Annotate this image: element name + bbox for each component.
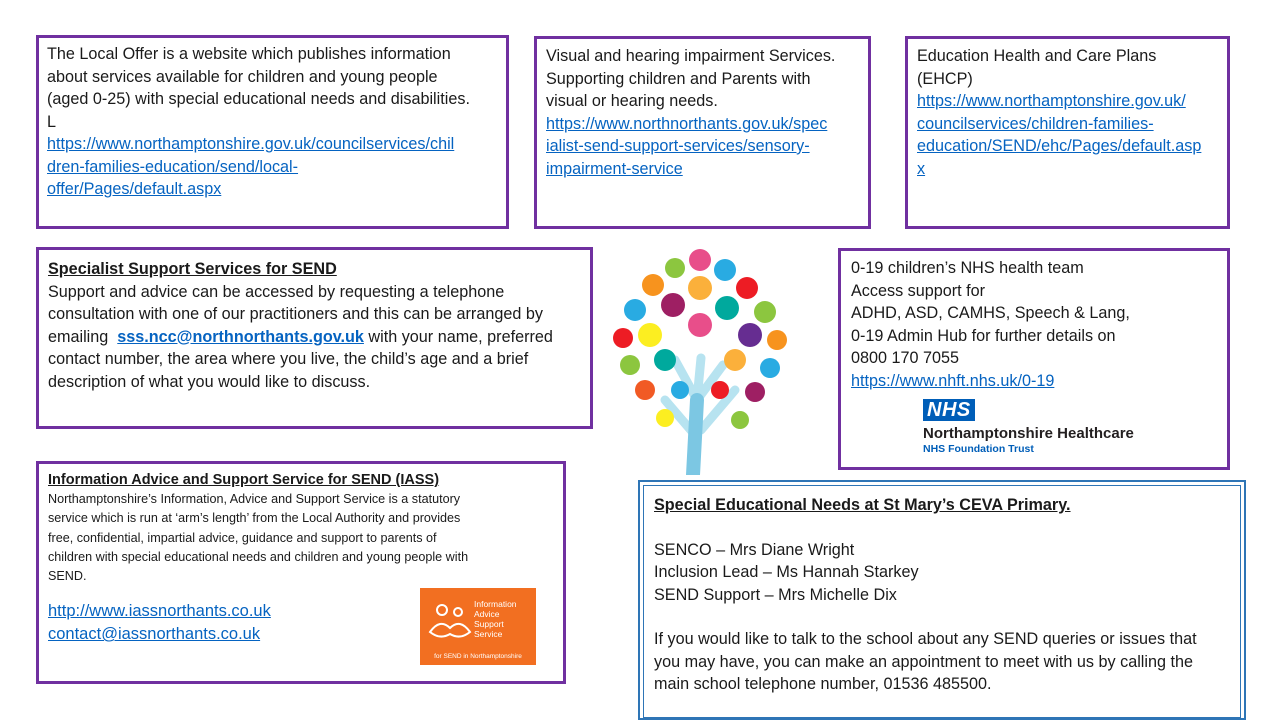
local-offer-text-1: The Local Offer is a website which publishes information xyxy=(47,45,451,63)
ehcp-text-1: Education Health and Care Plans xyxy=(917,47,1157,65)
iass-text-5: SEND. xyxy=(48,569,87,584)
local-offer-text-2: about services available for children and young people xyxy=(47,67,438,86)
nhs-logo-name: Northamptonshire Healthcare xyxy=(923,424,1134,442)
specialist-text-1: Support and advice can be accessed by requesting a telephone xyxy=(48,282,505,301)
school-inclusion-lead: Inclusion Lead – Ms Hannah Starkey xyxy=(654,563,919,581)
sensory-impairment-box xyxy=(534,36,871,229)
specialist-text-5: description of what you would like to discuss. xyxy=(48,372,371,391)
local-offer-link-2[interactable]: dren-families-education/send/local- xyxy=(47,157,299,176)
iass-text-3: free, confidential, impartial advice, guidance and support to parents of xyxy=(48,530,437,545)
specialist-email-link[interactable]: sss.ncc@northnorthants.gov.uk xyxy=(117,327,364,346)
specialist-text-3-prefix: emailing xyxy=(48,327,118,346)
nhs-logo-trust: NHS Foundation Trust xyxy=(923,442,1034,455)
iass-text-2: service which is run at ‘arm’s length’ from the Local Authority and provides xyxy=(48,511,461,526)
local-offer-box xyxy=(36,35,509,229)
iass-logo-line-1: Information xyxy=(474,599,517,609)
nhs-text-4: 0-19 Admin Hub for further details on xyxy=(851,326,1116,345)
iass-box xyxy=(36,461,566,684)
school-senco: SENCO – Mrs Diane Wright xyxy=(654,540,855,559)
ehcp-link-3[interactable]: education/SEND/ehc/Pages/default.asp xyxy=(917,137,1202,155)
specialist-heading: Specialist Support Services for SEND xyxy=(48,260,337,278)
sensory-text-1: Visual and hearing impairment Services. xyxy=(546,47,836,65)
sensory-link-1[interactable]: https://www.northnorthants.gov.uk/spec xyxy=(546,114,828,133)
specialist-text-3-suffix: with your name, preferred xyxy=(363,327,553,346)
school-sen-box xyxy=(638,480,1246,720)
local-offer-text-4: L xyxy=(47,112,57,131)
iass-email-link[interactable]: contact@iassnorthants.co.uk xyxy=(48,624,261,643)
ehcp-link-1[interactable]: https://www.northamptonshire.gov.uk/ xyxy=(917,92,1186,110)
ehcp-text-2: (EHCP) xyxy=(917,69,973,88)
specialist-text-2: consultation with one of our practitioners and this can be arranged by xyxy=(48,305,543,323)
ehcp-link-2[interactable]: councilservices/children-families- xyxy=(917,114,1154,133)
iass-heading: Information Advice and Support Service for SEND (IASS) xyxy=(48,472,440,488)
nhs-phone: 0800 170 7055 xyxy=(851,349,960,367)
ehcp-box xyxy=(905,36,1230,229)
nhs-text-2: Access support for xyxy=(851,281,986,300)
iass-text-4: children with special educational needs and children and young people with xyxy=(48,549,469,564)
handprint-tree-image xyxy=(605,240,795,475)
local-offer-link-3[interactable]: offer/Pages/default.aspx xyxy=(47,180,222,198)
iass-logo xyxy=(420,588,536,665)
nhs-text-3: ADHD, ASD, CAMHS, Speech & Lang, xyxy=(851,304,1130,322)
iass-people-icon xyxy=(428,602,472,642)
iass-logo-line-4: Service xyxy=(474,629,503,639)
school-message-3: main school telephone number, 01536 485500. xyxy=(654,675,992,693)
sensory-text-3: visual or hearing needs. xyxy=(546,92,718,110)
school-message-2: you may have, you can make an appointment to meet with us by calling the xyxy=(654,652,1193,671)
specialist-text-4: contact number, the area where you live, the child’s age and a brief xyxy=(48,350,529,368)
iass-website-link[interactable]: http://www.iassnorthants.co.uk xyxy=(48,602,271,621)
iass-text-1: Northamptonshire’s Information, Advice and Support Service is a statutory xyxy=(48,492,461,506)
nhs-logo xyxy=(923,399,1134,456)
iass-logo-line-2: Advice xyxy=(474,609,500,619)
nhs-link[interactable]: https://www.nhft.nhs.uk/0-19 xyxy=(851,371,1055,390)
nhs-health-team-box xyxy=(838,248,1230,470)
local-offer-link-1[interactable]: https://www.northamptonshire.gov.uk/councilservices/chil xyxy=(47,135,455,153)
school-send-support: SEND Support – Mrs Michelle Dix xyxy=(654,585,897,604)
local-offer-text-3: (aged 0-25) with special educational needs and disabilities. xyxy=(47,90,470,108)
iass-logo-bottom: for SEND in Northamptonshire xyxy=(434,653,522,660)
sensory-link-2[interactable]: ialist-send-support-services/sensory- xyxy=(546,137,810,155)
nhs-text-1: 0-19 children’s NHS health team xyxy=(851,259,1084,277)
ehcp-link-4[interactable]: x xyxy=(917,159,926,178)
tree-trunk xyxy=(665,358,735,475)
sensory-link-3[interactable]: impairment-service xyxy=(546,159,683,178)
iass-logo-line-3: Support xyxy=(474,619,504,629)
specialist-text-3 xyxy=(48,326,581,349)
specialist-support-box xyxy=(36,247,593,429)
school-message-1: If you would like to talk to the school about any SEND queries or issues that xyxy=(654,630,1197,648)
sensory-text-2: Supporting children and Parents with xyxy=(546,69,811,88)
school-heading: Special Educational Needs at St Mary’s CEVA Primary. xyxy=(654,496,1071,514)
nhs-badge: NHS xyxy=(923,399,975,421)
